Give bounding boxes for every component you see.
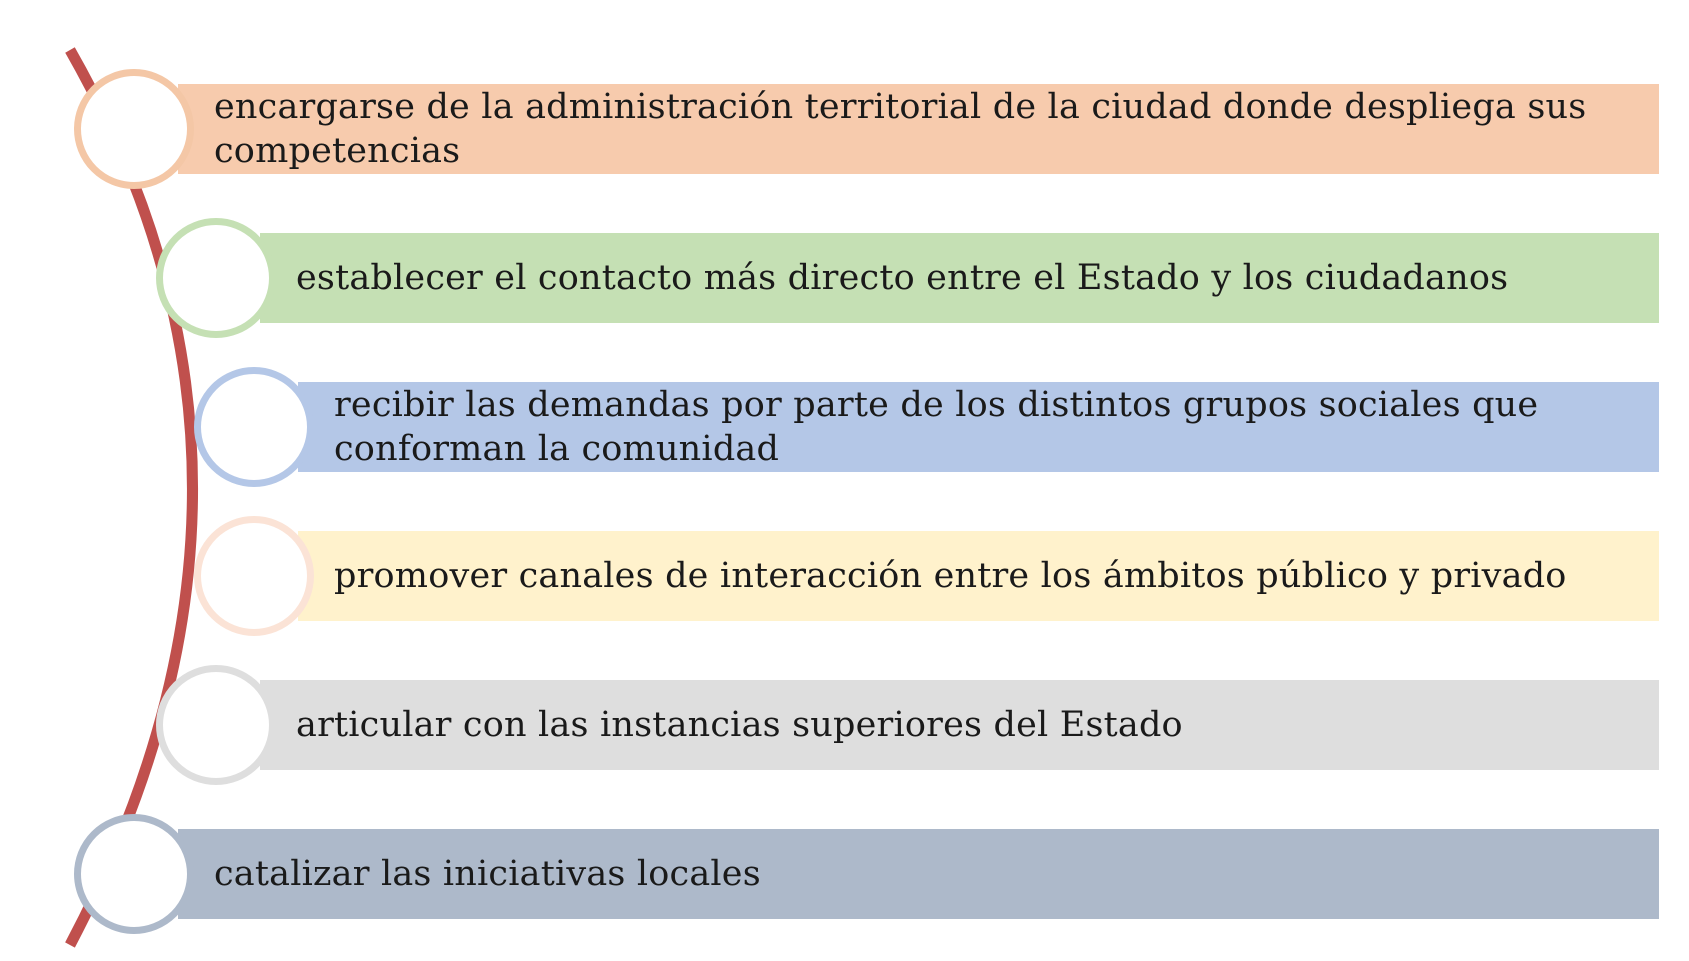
step-text-2: establecer el contacto más directo entre el Estado y los ciudadanos	[296, 258, 1509, 298]
step-bar-5	[260, 680, 1659, 770]
step-circle-1	[74, 69, 194, 189]
step-bar-4	[298, 531, 1659, 621]
step-text-3: recibir las demandas por parte de los distintos grupos sociales que conforman la comunidad	[334, 385, 1539, 469]
step-circle-3	[194, 367, 314, 487]
step-circle-5	[156, 665, 276, 785]
step-text-1: encargarse de la administración territorial de la ciudad donde despliega sus competencias	[214, 87, 1587, 171]
step-text-4: promover canales de interacción entre los ámbitos público y privado	[334, 556, 1567, 596]
step-text-5: articular con las instancias superiores del Estado	[296, 705, 1183, 745]
step-circle-6	[74, 814, 194, 934]
step-bar-6	[178, 829, 1659, 919]
step-bar-1	[178, 84, 1659, 174]
step-circle-2	[156, 218, 276, 338]
step-text-6: catalizar las iniciativas locales	[214, 854, 761, 894]
step-bar-2	[260, 233, 1659, 323]
step-circle-4	[194, 516, 314, 636]
step-bar-3	[298, 382, 1659, 472]
